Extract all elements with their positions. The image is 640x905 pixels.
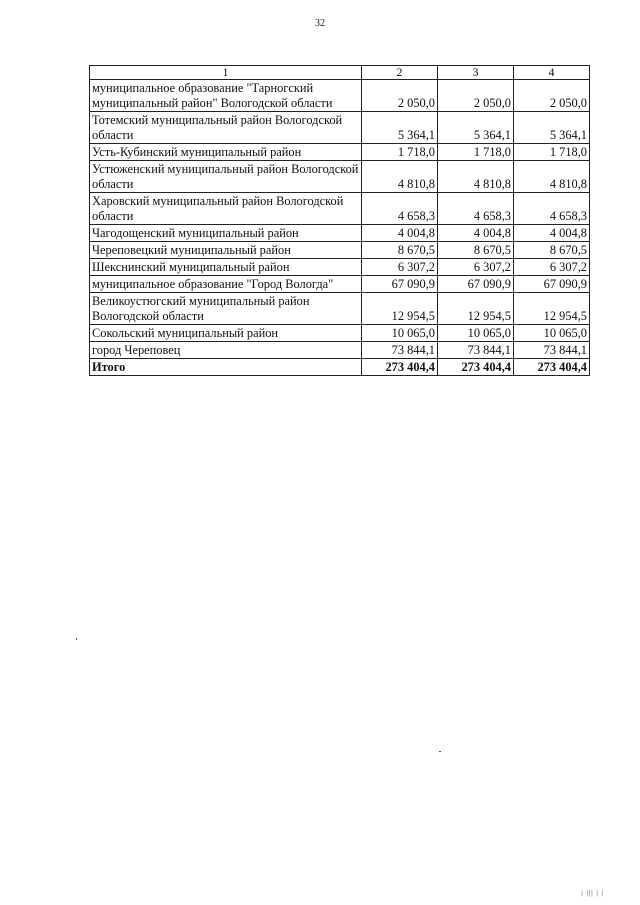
- table-row: [90, 144, 590, 161]
- row-value-col4: 4 810,8: [514, 161, 590, 193]
- column-number-1: 1: [90, 66, 362, 80]
- row-value-col2: 4 658,3: [362, 193, 438, 225]
- row-value-col2: 1 718,0: [362, 144, 438, 161]
- page-number: 32: [315, 18, 325, 29]
- row-value-col4: 8 670,5: [514, 242, 590, 259]
- row-value-col2: 4 004,8: [362, 225, 438, 242]
- row-value-col2: 5 364,1: [362, 112, 438, 144]
- row-value-col2: 12 954,5: [362, 293, 438, 325]
- column-number-2: 2: [362, 66, 438, 80]
- budget-table: [89, 65, 590, 376]
- column-number-row: [90, 66, 590, 80]
- table-row: [90, 242, 590, 259]
- row-value-col3: 6 307,2: [438, 259, 514, 276]
- column-number-3: 3: [438, 66, 514, 80]
- row-value-col4: 73 844,1: [514, 342, 590, 359]
- row-name: муниципальное образование "Город Вологда": [90, 276, 362, 293]
- row-name: муниципальное образование "Тарногский муниципальный район" Вологодской области: [90, 80, 362, 112]
- row-value-col3: 67 090,9: [438, 276, 514, 293]
- total-row: [90, 359, 590, 376]
- row-value-col4: 6 307,2: [514, 259, 590, 276]
- table-row: [90, 80, 590, 112]
- row-name: Шекснинский муниципальный район: [90, 259, 362, 276]
- row-value-col2: 8 670,5: [362, 242, 438, 259]
- row-value-col3: 4 810,8: [438, 161, 514, 193]
- row-value-col4: 12 954,5: [514, 293, 590, 325]
- table-row: [90, 161, 590, 193]
- row-value-col2: 6 307,2: [362, 259, 438, 276]
- table-row: [90, 342, 590, 359]
- row-value-col2: 73 844,1: [362, 342, 438, 359]
- row-value-col4: 10 065,0: [514, 325, 590, 342]
- column-number-4: 4: [514, 66, 590, 80]
- row-value-col3: 4 004,8: [438, 225, 514, 242]
- total-value-col4: 273 404,4: [514, 359, 590, 376]
- row-name: Сокольский муниципальный район: [90, 325, 362, 342]
- row-value-col2: 2 050,0: [362, 80, 438, 112]
- row-value-col2: 67 090,9: [362, 276, 438, 293]
- row-value-col4: 67 090,9: [514, 276, 590, 293]
- row-value-col2: 4 810,8: [362, 161, 438, 193]
- table-row: [90, 225, 590, 242]
- row-name: Великоустюгский муниципальный район Вологодской области: [90, 293, 362, 325]
- row-value-col3: 1 718,0: [438, 144, 514, 161]
- row-value-col3: 2 050,0: [438, 80, 514, 112]
- table-row: [90, 193, 590, 225]
- total-value-col2: 273 404,4: [362, 359, 438, 376]
- row-name: Харовский муниципальный район Вологодской области: [90, 193, 362, 225]
- row-value-col2: 10 065,0: [362, 325, 438, 342]
- row-value-col3: 10 065,0: [438, 325, 514, 342]
- row-value-col3: 12 954,5: [438, 293, 514, 325]
- scan-speck: [439, 751, 441, 752]
- footer-mark: | ||| | |: [581, 889, 604, 897]
- table-row: [90, 112, 590, 144]
- row-name: Тотемский муниципальный район Вологодской области: [90, 112, 362, 144]
- row-value-col3: 73 844,1: [438, 342, 514, 359]
- table-row: [90, 325, 590, 342]
- row-name: Череповецкий муниципальный район: [90, 242, 362, 259]
- row-value-col4: 1 718,0: [514, 144, 590, 161]
- row-name: Чагодощенский муниципальный район: [90, 225, 362, 242]
- scan-speck: [76, 638, 77, 640]
- table-row: [90, 259, 590, 276]
- row-value-col4: 4 004,8: [514, 225, 590, 242]
- row-value-col4: 4 658,3: [514, 193, 590, 225]
- row-value-col4: 2 050,0: [514, 80, 590, 112]
- table-row: [90, 276, 590, 293]
- row-name: город Череповец: [90, 342, 362, 359]
- row-value-col4: 5 364,1: [514, 112, 590, 144]
- table-row: [90, 293, 590, 325]
- row-name: Устюженский муниципальный район Вологодской области: [90, 161, 362, 193]
- row-value-col3: 8 670,5: [438, 242, 514, 259]
- row-name: Усть-Кубинский муниципальный район: [90, 144, 362, 161]
- total-value-col3: 273 404,4: [438, 359, 514, 376]
- row-value-col3: 4 658,3: [438, 193, 514, 225]
- total-label: Итого: [90, 359, 362, 376]
- row-value-col3: 5 364,1: [438, 112, 514, 144]
